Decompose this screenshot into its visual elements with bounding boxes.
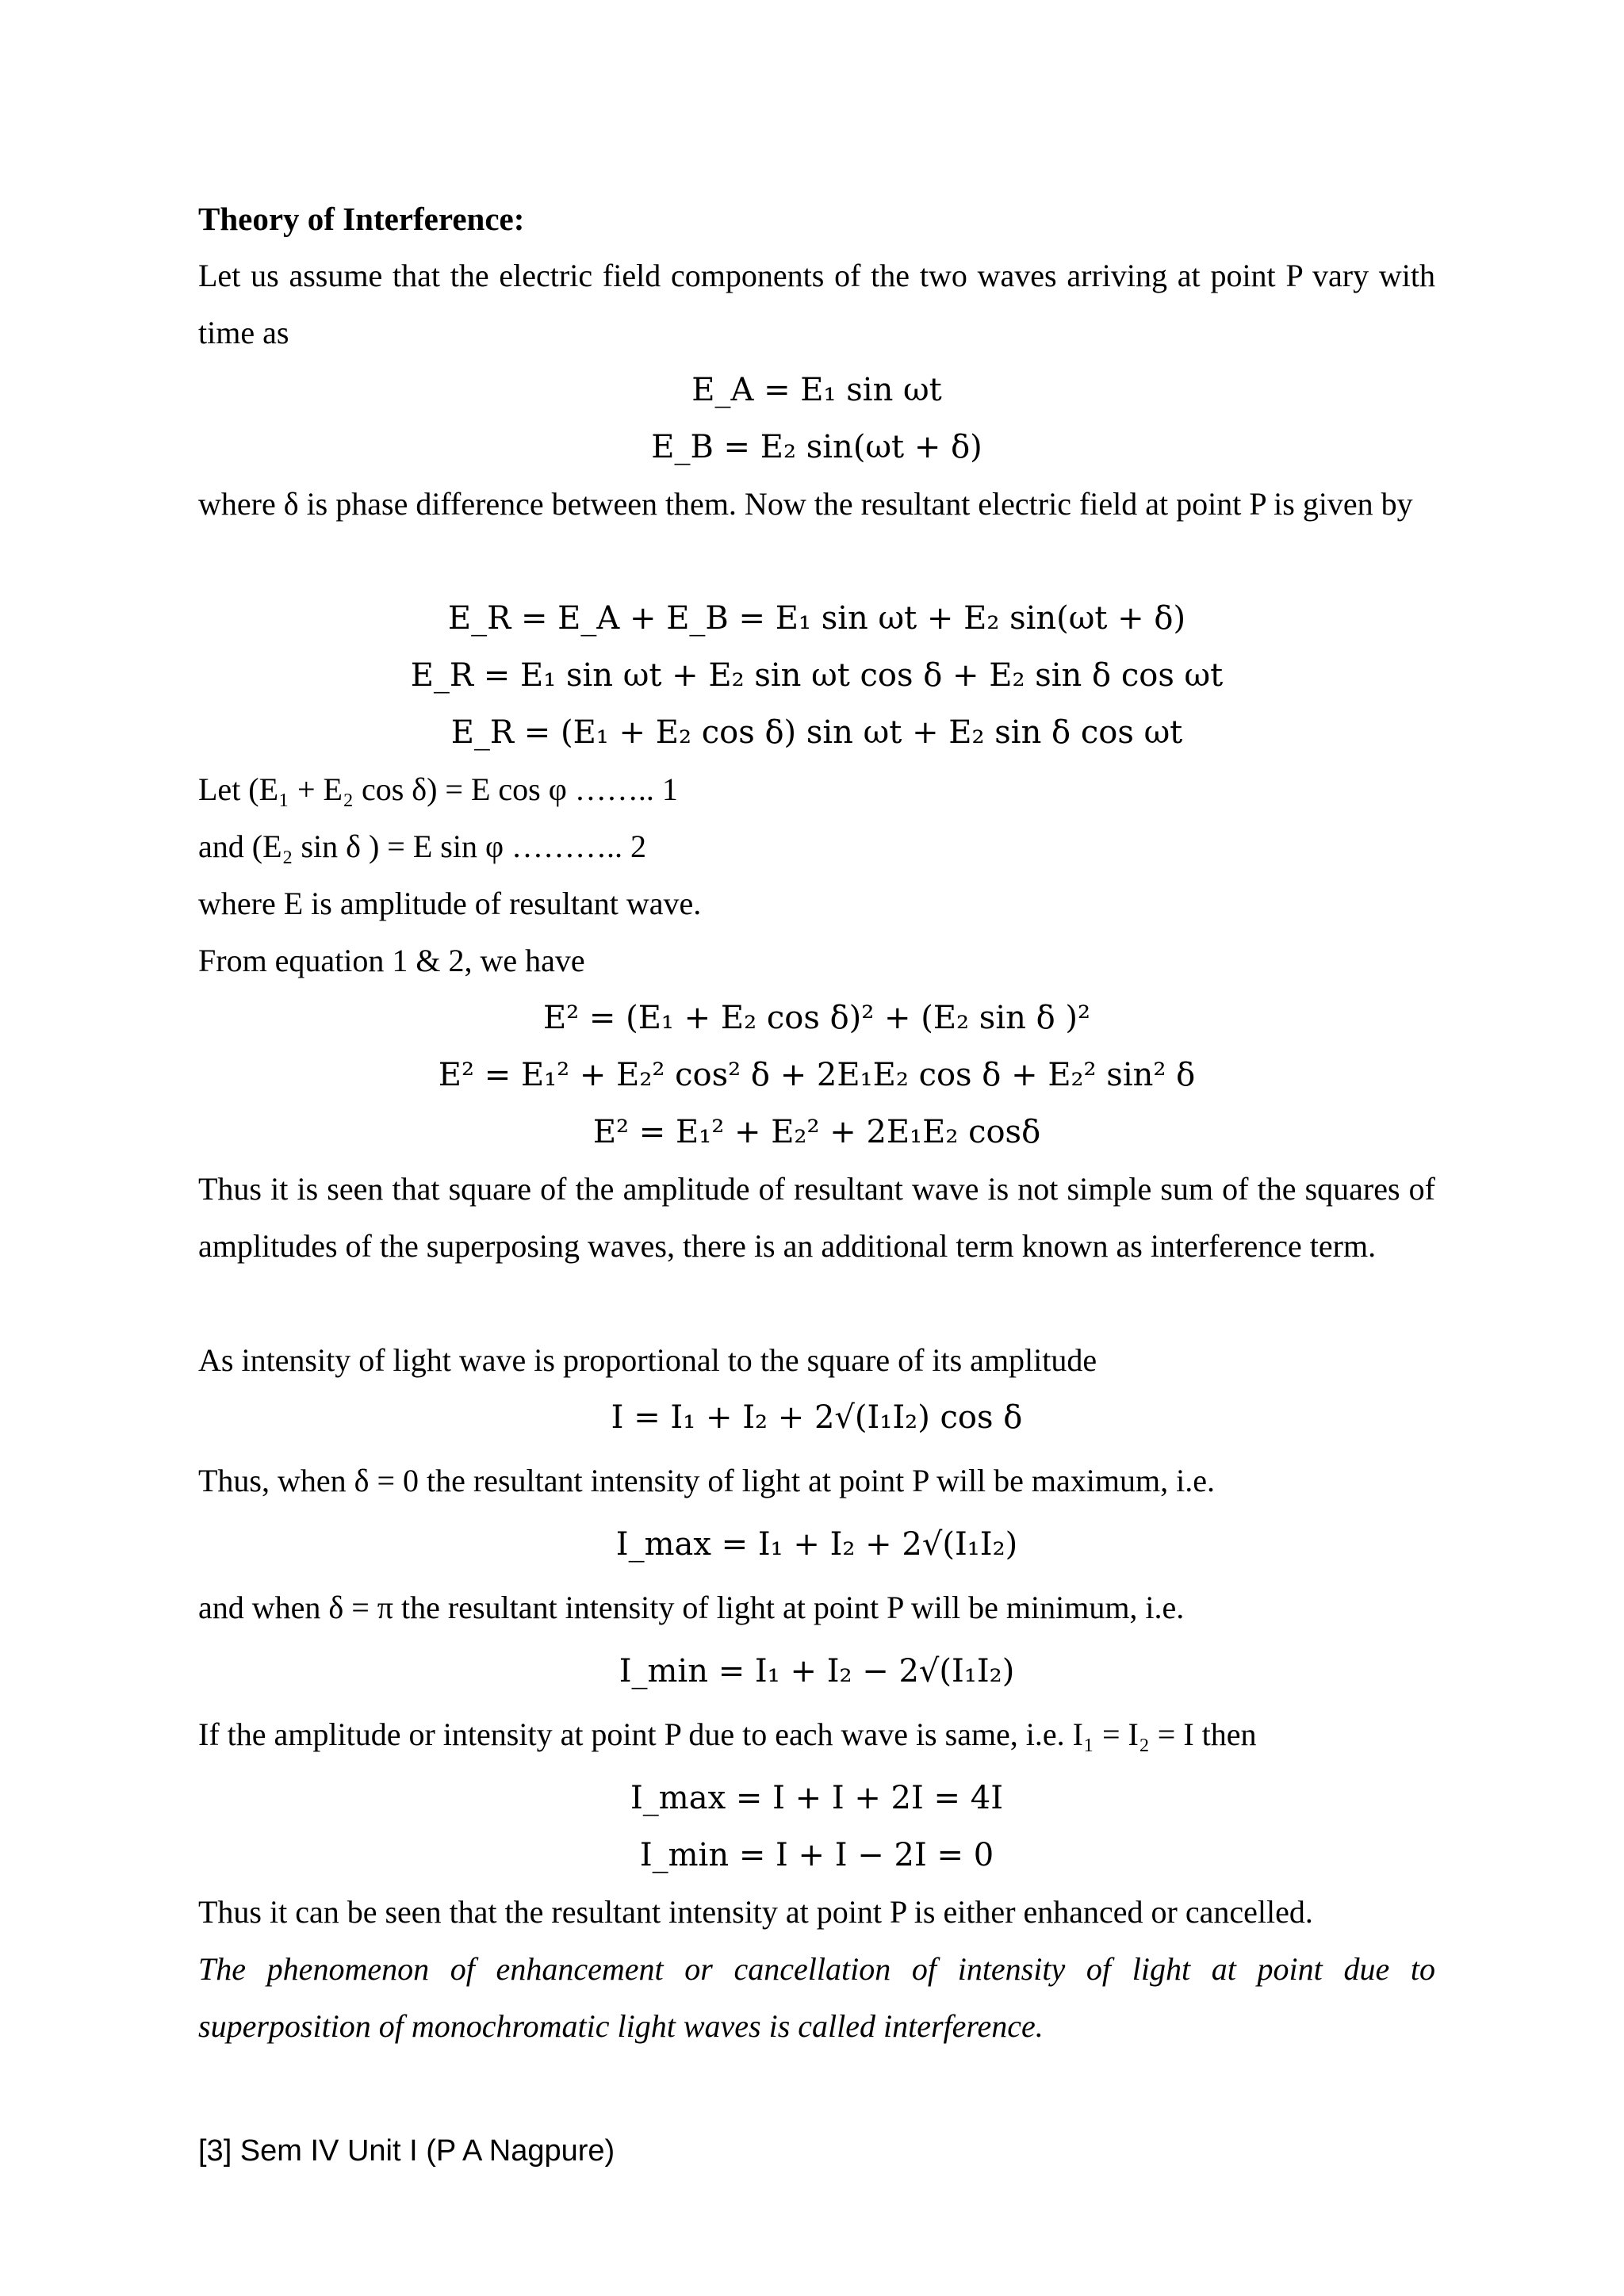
equation-i-min-equal: I_min = I + I − 2I = 0 [639, 1837, 994, 1873]
paragraph-minimum: and when δ = π the resultant intensity of light at point P will be minimum, i.e. [198, 1590, 1185, 1625]
definition-interference: The phenomenon of enhancement or cancellation of intensity of light at point due to superposition of monochromatic light waves is called interference. [198, 1951, 1435, 2044]
equation-e-squared-3: E² = E₁² + E₂² + 2E₁E₂ cosδ [592, 1114, 1041, 1150]
paragraph-interference-term: Thus it is seen that square of the amplitude of resultant wave is not simple sum of the squares of amplitudes of the superposing waves, there is an additional term known as interference term. [198, 1171, 1435, 1264]
paragraph-enhanced-cancelled: Thus it can be seen that the resultant intensity at point P is either enhanced or cancelled. [198, 1894, 1313, 1930]
amplitude-definition: where E is amplitude of resultant wave. [198, 886, 702, 921]
equation-ea: E_A = E₁ sin ωt [691, 372, 942, 408]
paragraph-phase-difference: where δ is phase difference between them. Now the resultant electric field at point P is given by [198, 486, 1413, 522]
equation-i-min: I_min = I₁ + I₂ − 2√(I₁I₂) [619, 1653, 1015, 1689]
section-heading: Theory of Interference: [198, 201, 525, 237]
from-equations-text: From equation 1 & 2, we have [198, 943, 585, 978]
equation-eb: E_B = E₂ sin(ωt + δ) [651, 429, 982, 465]
equation-er-3: E_R = (E₁ + E₂ cos δ) sin ωt + E₂ sin δ cos ωt [450, 714, 1183, 751]
paragraph-intro: Let us assume that the electric field components of the two waves arriving at point P vary with time as [198, 258, 1435, 350]
let-equation-2: and (E₂ sin δ ) = E sin φ ……….. 2 [198, 828, 647, 864]
paragraph-equal-intensity: If the amplitude or intensity at point P due to each wave is same, i.e. I₁ = I₂ = I then [198, 1716, 1257, 1752]
page-footer: [3] Sem IV Unit I (P A Nagpure) [198, 2134, 615, 2168]
paragraph-maximum: Thus, when δ = 0 the resultant intensity of light at point P will be maximum, i.e. [198, 1463, 1215, 1498]
equation-er-1: E_R = E_A + E_B = E₁ sin ωt + E₂ sin(ωt + δ) [447, 600, 1186, 637]
let-equation-1: Let (E₁ + E₂ cos δ) = E cos φ …….. 1 [198, 771, 678, 807]
equation-i-max-equal: I_max = I + I + 2I = 4I [630, 1780, 1004, 1816]
paragraph-intensity: As intensity of light wave is proportional to the square of its amplitude [198, 1342, 1097, 1378]
equation-e-squared-2: E² = E₁² + E₂² cos² δ + 2E₁E₂ cos δ + E₂² sin² δ [438, 1057, 1196, 1093]
equation-er-2: E_R = E₁ sin ωt + E₂ sin ωt cos δ + E₂ sin δ cos ωt [410, 657, 1224, 694]
equation-e-squared-1: E² = (E₁ + E₂ cos δ)² + (E₂ sin δ )² [542, 1000, 1091, 1036]
equation-i-max: I_max = I₁ + I₂ + 2√(I₁I₂) [615, 1526, 1018, 1563]
equation-intensity: I = I₁ + I₂ + 2√(I₁I₂) cos δ [611, 1399, 1023, 1436]
